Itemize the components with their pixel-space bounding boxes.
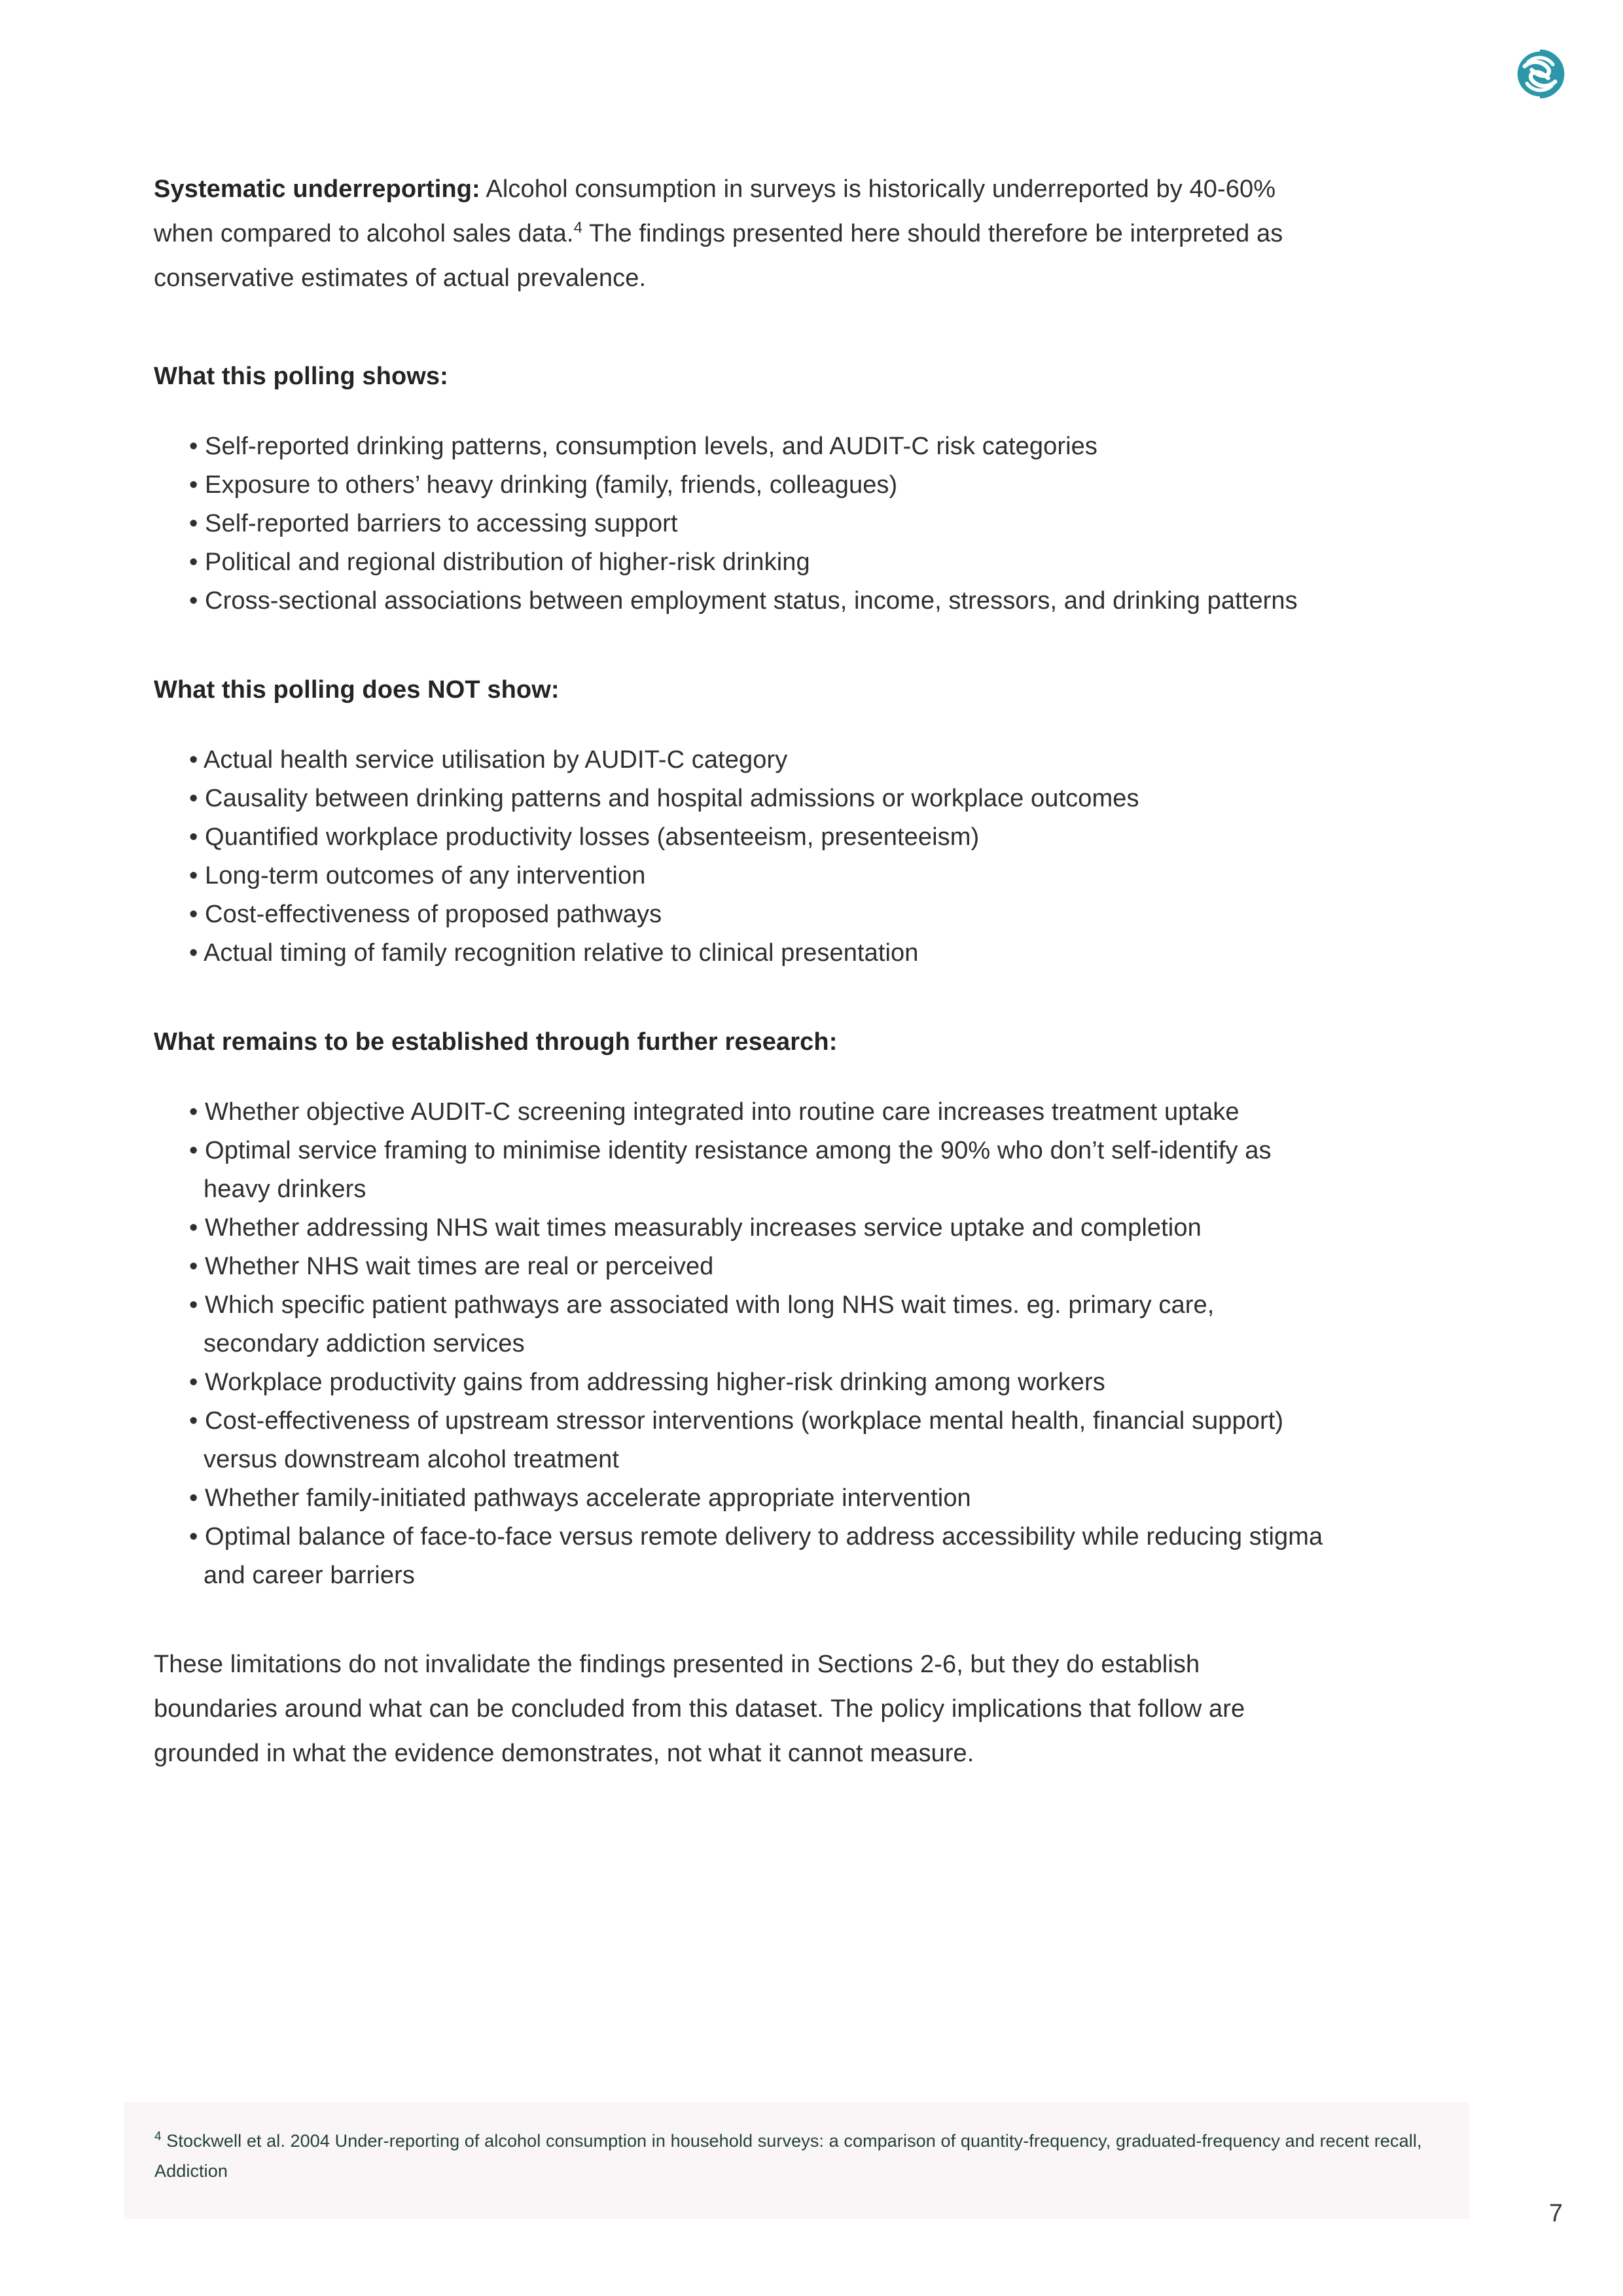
- polling-not-shows-list: [154, 741, 1325, 973]
- intro-body-after-ref: The findings presented here should therefore be interpreted as conservative estimates of actual prevalence.: [154, 220, 1283, 292]
- footnote-citation-text: Stockwell et al. 2004 Under-reporting of alcohol consumption in household surveys: a comparison of quantity-frequency, graduated-frequency and recent recall, Addiction: [154, 2131, 1422, 2181]
- document-body: [154, 167, 1325, 1791]
- closing-paragraph: These limitations do not invalidate the findings presented in Sections 2-6, but they do establish boundaries around what can be concluded from this dataset. The policy implications that follow are grounded in what the evidence demonstrates, not what it cannot measure.: [154, 1651, 1245, 1767]
- footnote-box: [124, 2102, 1469, 2219]
- circular-s-logo-icon: [1510, 45, 1569, 103]
- list-item: • Cost-effectiveness of upstream stressor interventions (workplace mental health, financial support) versus downstream alcohol treatment: [189, 1407, 1284, 1473]
- list-item: • Whether objective AUDIT-C screening integrated into routine care increases treatment uptake: [189, 1098, 1240, 1126]
- list-item: • Self-reported barriers to accessing support: [189, 510, 678, 537]
- section-heading-polling-not-shows: What this polling does NOT show:: [154, 676, 560, 704]
- list-item: • Political and regional distribution of higher-risk drinking: [189, 548, 810, 576]
- list-item: • Whether addressing NHS wait times measurably increases service uptake and completion: [189, 1214, 1202, 1242]
- list-item: • Actual health service utilisation by AUDIT-C category: [189, 746, 788, 774]
- list-item: • Whether family-initiated pathways accelerate appropriate intervention: [189, 1484, 971, 1512]
- list-item: • Actual timing of family recognition relative to clinical presentation: [189, 939, 919, 967]
- list-item: • Cost-effectiveness of proposed pathways: [189, 901, 662, 928]
- footnote-reference-marker: 4: [573, 219, 583, 237]
- section-heading-further-research: What remains to be established through further research:: [154, 1028, 838, 1056]
- list-item: • Cross-sectional associations between employment status, income, stressors, and drinking patterns: [189, 587, 1298, 615]
- page-number: 7: [1548, 2200, 1563, 2227]
- list-item: • Which specific patient pathways are associated with long NHS wait times. eg. primary care, secondary addiction services: [189, 1291, 1215, 1357]
- further-research-list: [154, 1093, 1325, 1595]
- list-item: • Workplace productivity gains from addressing higher-risk drinking among workers: [189, 1369, 1105, 1396]
- list-item: • Whether NHS wait times are real or perceived: [189, 1253, 714, 1280]
- intro-body-before-ref: Alcohol consumption in surveys is historically underreported by 40-60% when compared to alcohol sales data.: [154, 175, 1276, 247]
- list-item: • Optimal service framing to minimise identity resistance among the 90% who don’t self-identify as heavy drinkers: [189, 1137, 1272, 1203]
- polling-shows-list: [154, 427, 1325, 620]
- intro-lead-label: Systematic underreporting:: [154, 175, 480, 203]
- list-item: • Long-term outcomes of any intervention: [189, 862, 646, 889]
- footnote-marker: 4: [154, 2130, 162, 2144]
- list-item: • Causality between drinking patterns and hospital admissions or workplace outcomes: [189, 785, 1139, 812]
- list-item: • Quantified workplace productivity losses (absenteeism, presenteeism): [189, 823, 980, 851]
- footnote-citation: [154, 2126, 1443, 2186]
- list-item: • Self-reported drinking patterns, consumption levels, and AUDIT-C risk categories: [189, 433, 1098, 460]
- section-heading-polling-shows: What this polling shows:: [154, 363, 448, 390]
- intro-paragraph: [154, 167, 1325, 300]
- list-item: • Exposure to others’ heavy drinking (family, friends, colleagues): [189, 471, 898, 499]
- list-item: • Optimal balance of face-to-face versus remote delivery to address accessibility while reducing stigma and career barriers: [189, 1523, 1323, 1589]
